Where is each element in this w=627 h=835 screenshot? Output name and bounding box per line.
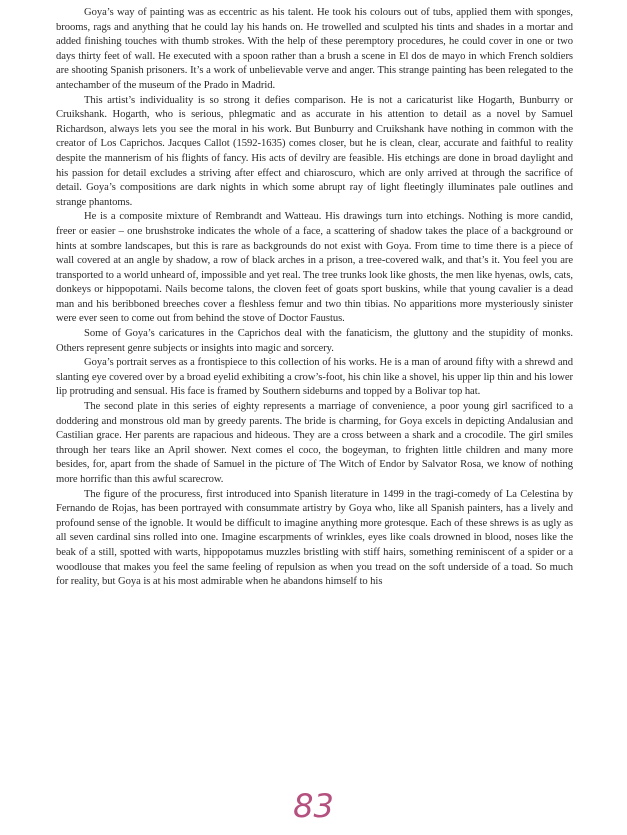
paragraph-3: He is a composite mixture of Rembrandt and Watteau. His drawings turn into etchings. Nothing is more candid, freer or easier – one brushstroke indicates the whole of a face, a scattering of shadow takes the place of a background or hints at sombre landscapes, but this is rare as backgrounds do not exist with Goya. From time to time there is a piece of wall covered at an angle by shadow, a row of black arches in a prison, a tree-covered walk, and that’s it. You feel you are transported to a world unheard of, impossible and yet real. The tree trunks look like ghosts, the men like hyenas, owls, cats, donkeys or hippopotami. Nails become talons, the cloven feet of goats sport buskins, while that young cavalier is a dead man and his beribboned breeches cover a fleshless femur and two thin tibias. No apparitions more mysteriously sinister were ever seen to come out from behind the stove of Doctor Faustus.: [56, 211, 573, 325]
paragraph-4: Some of Goya’s caricatures in the Caprichos deal with the fanaticism, the gluttony and the stupidity of monks. Others represent genre subjects or insights into magic and sorcery.: [56, 328, 573, 354]
paragraph-7: The figure of the procuress, first introduced into Spanish literature in 1499 in the tragi-comedy of La Celestina by Fernando de Rojas, has been portrayed with consummate artistry by Goya who, like all Spanish painters, has a lively and profound sense of the ignoble. It would be difficult to imagine anything more grotesque. Each of these shrews is as ugly as all seven cardinal sins rolled into one. Imagine escarpments of wrinkles, eyes like coals drowned in blood, noses like the beak of a still, spotted with warts, hippopotamus muzzles bristling with stiff hairs, something reminiscent of a spider or a woodlouse that makes you feel the same feeling of repulsion as when you tread on the soft underside of a toad. So much for reality, but Goya is at his most admirable when he abandons himself to his: [56, 488, 573, 588]
paragraph-1: Goya’s way of painting was as eccentric as his talent. He took his colours out of tubs, applied them with sponges, brooms, rags and anything that he could lay his hands on. He trowelled and sculpted his tints and shades in a mortar and added finishing touches with thumb strokes. With the help of these peremptory procedures, he could cover in one or two days thirty feet of wall. He executed with a spoon rather than a brush a scene in El dos de mayo in which French soldiers are shooting Spanish prisoners. It’s a work of unbelievable verve and anger. This strange painting has been relegated to the antechamber of the museum of the Prado in Madrid.: [56, 7, 573, 91]
page-number: 83: [293, 787, 334, 825]
paragraph-2: This artist’s individuality is so strong it defies comparison. He is not a caricaturist like Hogarth, Bunburry or Cruikshank. Hogarth, who is serious, phlegmatic and as accurate in his attention to detail as a novel by Samuel Richardson, always lets you see the moral in his work. But Bunburry and Cruikshank have nothing in common with the creator of Los Caprichos. Jacques Callot (1592-1635) comes closer, but he is clean, clear, accurate and faithful to reality despite the mannerism of his flights of fancy. His acts of devilry are feasible. His etchings are done in broad daylight and his passion for detail excludes a striving after effect and chiaroscuro, which are only arrived at through the sacrifice of detail. Goya’s compositions are dark nights in which some abrupt ray of light fleetingly illuminates pale outlines and strange phantoms.: [56, 94, 573, 208]
paragraph-6: The second plate in this series of eighty represents a marriage of convenience, a poor young girl sacrificed to a doddering and monstrous old man by greedy parents. The bride is charming, for Goya excels in depicting Andalusian and Castilian grace. Her parents are rapacious and hideous. They are a cross between a shark and a crocodile. The girl smiles through her tears like an April shower. Next comes el coco, the bogeyman, to frighten little children and many more besides, for, apart from the shade of Samuel in the picture of The Witch of Endor by Salvator Rosa, we know of nothing more horrific than this awful scarecrow.: [56, 401, 573, 485]
body-text: [56, 6, 573, 590]
paragraph-5: Goya’s portrait serves as a frontispiece to this collection of his works. He is a man of around fifty with a shrewd and slanting eye covered over by a broad eyelid exhibiting a crow’s-foot, his chin like a shovel, his upper lip thin and his lower lip protruding and sensual. His face is framed by Southern sideburns and topped by a Bolivar top hat.: [56, 357, 573, 398]
